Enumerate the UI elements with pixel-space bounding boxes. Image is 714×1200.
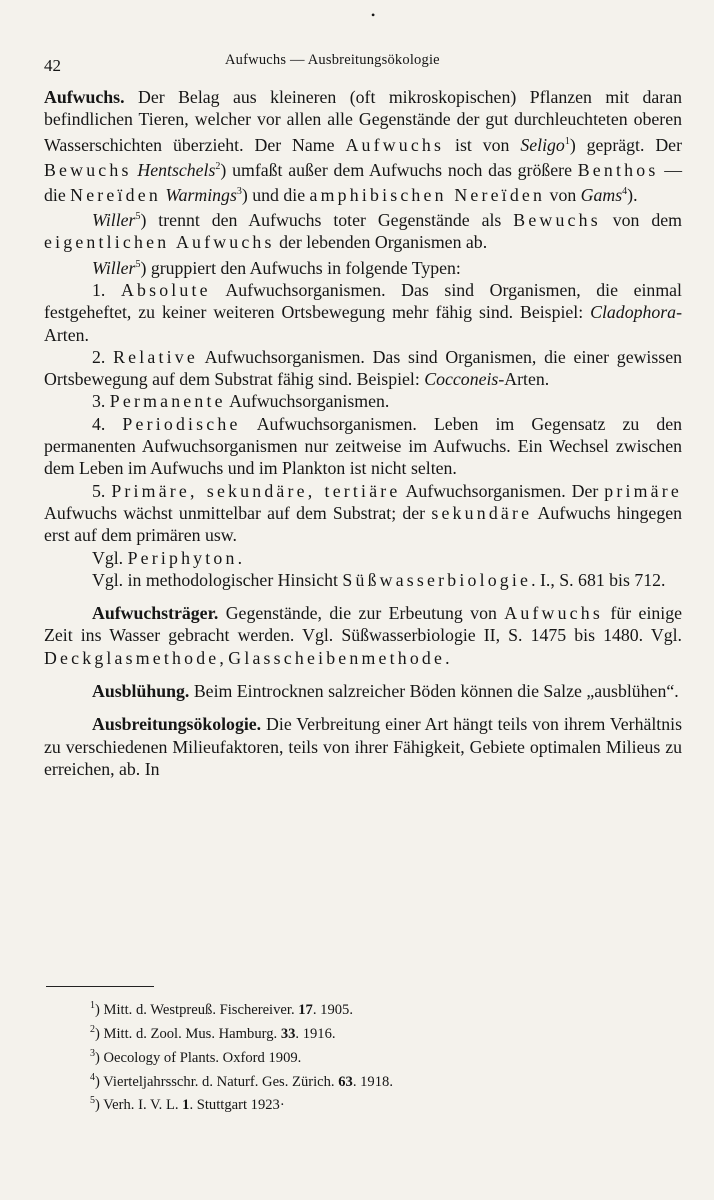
footnote-text: . 1918. xyxy=(352,1073,393,1090)
entry-text: Die Verbreitung einer Art hängt teils von ihrem Verhältnis zu verschiedenen Milieufaktoren, teils von ihrer Fähigkeit, Gebiete optimalen Milieus zu erreichen, ab. In xyxy=(44,714,682,779)
cross-ref-periphyton xyxy=(44,547,682,569)
entry-text: Gegenstände, die zur Erbeutung von xyxy=(218,603,505,624)
footnote-volume: 1 xyxy=(182,1097,190,1114)
spaced-word: eigentlichen Aufwuchs xyxy=(44,232,275,253)
footnote xyxy=(90,1044,393,1068)
entry-text: von xyxy=(545,184,581,205)
footnote-ref: 3 xyxy=(236,186,242,198)
entry-text: Aufwuchs hingegen erst auf dem primären usw. xyxy=(44,502,682,546)
footnote xyxy=(90,1068,393,1092)
entry-text: Aufwuchs wächst unmittelbar auf dem Substrat; der xyxy=(44,502,432,523)
paragraph-willer-1 xyxy=(44,206,682,254)
entry-aufwuchs xyxy=(44,86,682,206)
item-number: 3. xyxy=(92,391,110,412)
page-header xyxy=(44,50,682,74)
footnote-rule xyxy=(46,986,154,987)
footnote-text: ) Oecology of Plants. Oxford 1909. xyxy=(95,1049,302,1066)
type-item-3 xyxy=(44,390,682,412)
entry-text: ist von xyxy=(444,134,521,155)
entry-text: ) geprägt. Der xyxy=(569,134,682,155)
footnote-number: 2 xyxy=(90,1023,95,1035)
running-title: Aufwuchs — Ausbreitungsökologie xyxy=(225,52,440,68)
margin-mark: • xyxy=(371,8,376,22)
entry-text: Aufwuchsorganismen. Das sind Organismen, die einer gewissen Ortsbewegung auf dem Substrat fähig sind. Beispiel: xyxy=(44,346,682,390)
footnote xyxy=(90,1091,393,1115)
spaced-word: primäre xyxy=(604,480,682,501)
entry-aufwuchstraeger xyxy=(44,602,682,669)
entry-text: . xyxy=(445,647,450,668)
entry-text: Vgl. xyxy=(92,547,128,568)
footnote-number: 3 xyxy=(90,1047,95,1059)
footnotes xyxy=(90,996,393,1115)
footnote-text: ) Mitt. d. Westpreuß. Fischereiver. xyxy=(95,1001,299,1018)
entry-text: Der Belag aus kleineren (oft mikroskopischen) Pflanzen mit daran befindlichen Tieren, welcher vor allen alle Gegenstände der gut durchleuchteten oberen Wasserschichten überzieht. Der Name xyxy=(44,87,682,155)
item-number: 1. xyxy=(92,279,121,300)
entry-text: ) gruppiert den Aufwuchs in folgende Typen: xyxy=(140,257,461,278)
footnote-ref: 4 xyxy=(622,186,628,198)
spaced-word: Süßwasserbiologie xyxy=(342,569,532,590)
item-number: 4. xyxy=(92,413,123,434)
cross-ref-suesswasserbiologie xyxy=(44,569,682,591)
spaced-word: Periphyton xyxy=(127,547,238,568)
entry-text: Vgl. in methodologischer Hinsicht xyxy=(92,569,343,590)
entry-text: der lebenden Organismen ab. xyxy=(274,232,488,253)
spaced-word: Aufwuchs xyxy=(504,603,603,624)
footnote-text: ) Vierteljahrsschr. d. Naturf. Ges. Zürich. xyxy=(95,1073,339,1090)
entry-text: von dem xyxy=(600,210,682,231)
footnote xyxy=(90,996,393,1020)
entry-ausbluehung xyxy=(44,680,682,702)
entry-text: , xyxy=(219,647,229,668)
entry-text: Aufwuchsorganismen. Leben im Gegensatz zu den permanenten Aufwuchsorganismen nur zeitweise im Aufwuchs. Ein Wechsel zwischen dem Leben im Aufwuchs und im Plankton ist nicht selten. xyxy=(44,413,682,479)
footnote-number: 1 xyxy=(90,1000,95,1011)
page-body xyxy=(44,86,682,780)
spaced-word: Primäre, sekundäre, tertiäre xyxy=(111,480,401,501)
type-item-5 xyxy=(44,480,682,547)
spaced-word: amphibischen Nereïden xyxy=(309,184,546,205)
entry-text: Beim Eintrocknen salzreicher Böden können die Salze „ausblühen“. xyxy=(189,681,679,702)
entry-text: Aufwuchsorganismen. Der xyxy=(400,480,605,501)
entry-text: . I., S. 681 bis 712. xyxy=(531,569,666,590)
spaced-word: Bewuchs xyxy=(513,210,601,231)
author-name: Willer xyxy=(92,257,136,278)
footnote-number: 5 xyxy=(90,1095,95,1107)
footnote-volume: 17 xyxy=(298,1001,313,1018)
entry-text: -Arten. xyxy=(44,302,682,345)
author-name: Hentschels xyxy=(137,159,216,180)
footnote-volume: 33 xyxy=(280,1025,296,1042)
spaced-word: Glasscheibenmethode xyxy=(228,647,446,668)
entry-text: ). xyxy=(627,184,638,205)
footnote-ref: 1 xyxy=(564,135,570,147)
footnote-text: . 1916. xyxy=(295,1025,336,1042)
footnote-number: 4 xyxy=(90,1071,95,1083)
footnote-text: ) Mitt. d. Zool. Mus. Hamburg. xyxy=(95,1025,281,1042)
author-name: Gams xyxy=(580,184,623,205)
footnote-ref: 2 xyxy=(215,160,221,172)
spaced-word: Aufwuchs xyxy=(345,134,445,155)
item-number: 2. xyxy=(92,346,114,367)
footnote-ref: 5 xyxy=(135,258,141,270)
entry-text: ) trennt den Aufwuchs toter Gegenstände als xyxy=(140,210,514,231)
footnote xyxy=(90,1020,393,1044)
entry-text: -Arten. xyxy=(498,369,550,390)
spaced-word: Nereïden xyxy=(70,184,161,205)
entry-text: Aufwuchsorganismen. Das sind Organismen, die einmal festgeheftet, zu keiner weiteren Ortsbewegung mehr fähig sind. Beispiel: xyxy=(44,279,682,323)
type-item-1 xyxy=(44,279,682,346)
footnote-text: . Stuttgart 1923· xyxy=(189,1097,285,1114)
footnote-text: ) Verh. I. V. L. xyxy=(95,1097,183,1114)
entry-term: Ausblühung. xyxy=(92,681,190,702)
footnote-volume: 63 xyxy=(338,1073,353,1090)
genus-name: Cocconeis xyxy=(424,369,499,390)
entry-text: für einige Zeit ins Wasser gebracht werden. Vgl. Süßwasserbiologie II, S. 1475 bis 1480. Vgl. xyxy=(44,603,682,646)
entry-text: — die xyxy=(44,159,683,205)
spaced-word: sekundäre xyxy=(431,502,533,523)
entry-term: Aufwuchsträger. xyxy=(92,603,219,624)
author-name: Seligo xyxy=(520,134,565,155)
spaced-word: Absolute xyxy=(120,279,211,300)
spaced-word: Deckglasmethode xyxy=(44,647,220,668)
genus-name: Cladophora xyxy=(590,302,677,323)
footnote-text: . 1905. xyxy=(312,1001,353,1018)
spaced-word: Bewuchs xyxy=(44,159,132,180)
item-number: 5. xyxy=(92,480,112,501)
type-item-2 xyxy=(44,346,682,391)
spaced-word: Periodische xyxy=(122,413,241,434)
entry-ausbreitungsoekologie xyxy=(44,713,682,780)
entry-text: ) umfaßt außer dem Aufwuchs noch das größere xyxy=(220,159,578,180)
paragraph-willer-2 xyxy=(44,254,682,279)
spaced-word: Benthos xyxy=(577,159,659,180)
spaced-word: Permanente xyxy=(109,391,226,412)
entry-text: Aufwuchsorganismen. xyxy=(225,391,390,412)
author-name: Willer xyxy=(92,210,136,231)
author-name: Warmings xyxy=(165,184,237,205)
entry-term: Aufwuchs. xyxy=(44,87,125,107)
entry-term: Ausbreitungsökologie. xyxy=(92,714,262,735)
entry-text: . xyxy=(237,547,243,568)
entry-text: ) und die xyxy=(241,184,310,205)
footnote-ref: 5 xyxy=(135,211,141,223)
spaced-word: Relative xyxy=(113,346,198,367)
page-number: 42 xyxy=(44,56,61,75)
type-item-4 xyxy=(44,413,682,480)
